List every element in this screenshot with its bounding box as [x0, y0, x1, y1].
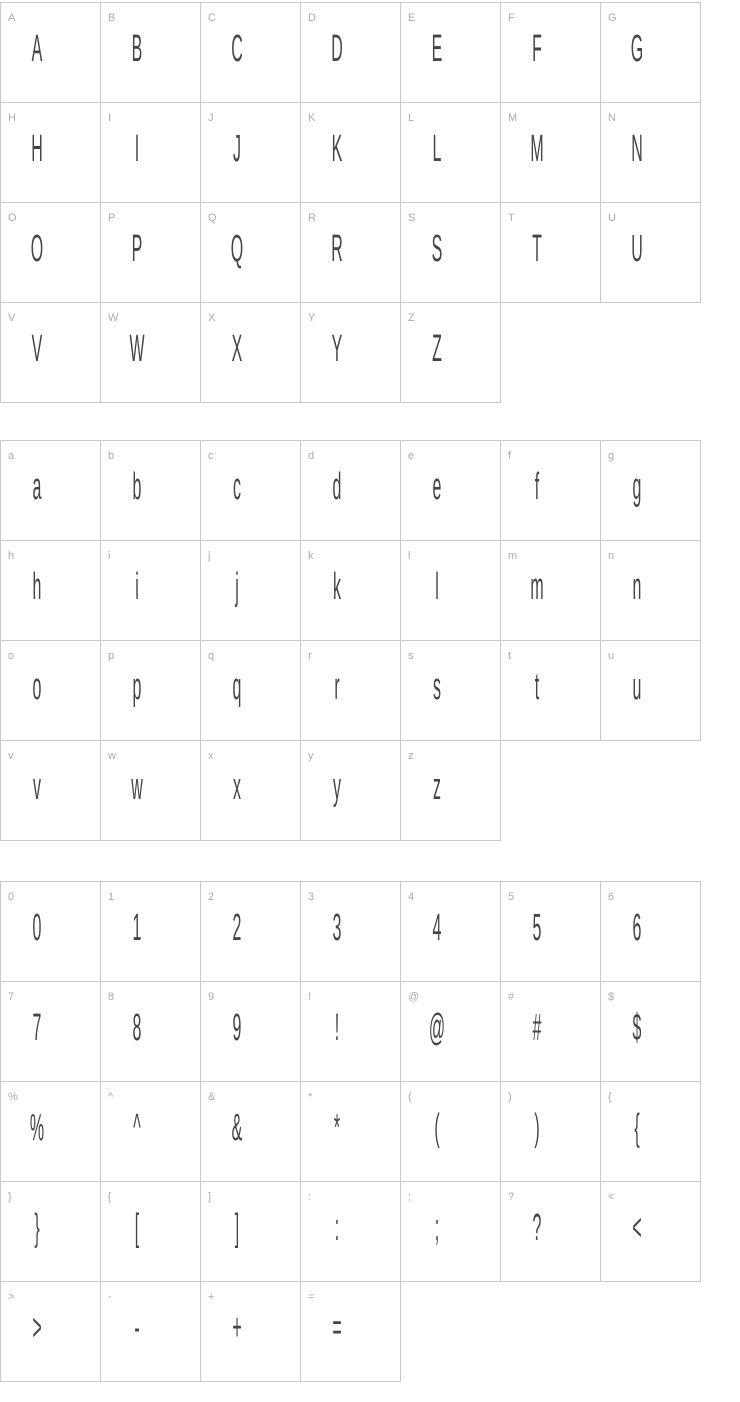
glyph-label: =	[308, 1291, 315, 1303]
glyph-label: 9	[208, 991, 215, 1003]
glyph-cell	[101, 641, 200, 740]
glyph-label: }	[8, 1191, 13, 1203]
glyph-preview: v	[33, 765, 41, 808]
glyph-label: M	[508, 112, 518, 124]
glyph-label: [	[108, 1191, 112, 1203]
glyph-cell	[1, 303, 100, 402]
glyph-label: >	[8, 1291, 15, 1303]
glyph-label: V	[8, 312, 16, 324]
glyph-label: B	[108, 12, 116, 24]
glyph-label: f	[508, 450, 512, 462]
glyph-label: W	[108, 312, 119, 324]
glyph-label: -	[108, 1291, 113, 1303]
glyph-cell	[1, 641, 100, 740]
glyph-preview: L	[432, 127, 442, 170]
glyph-label: O	[8, 212, 18, 224]
glyph-block-lowercase	[0, 440, 701, 841]
glyph-preview: {	[634, 1106, 640, 1149]
glyph-label: d	[308, 450, 315, 462]
glyph-cell	[501, 103, 600, 202]
glyph-cell	[101, 882, 200, 981]
glyph-cell	[101, 103, 200, 202]
glyph-label: R	[308, 212, 317, 224]
glyph-preview: X	[231, 327, 243, 370]
glyph-preview: M	[530, 127, 544, 170]
glyph-preview: I	[134, 127, 140, 170]
glyph-label: 0	[8, 891, 15, 903]
glyph-row	[0, 1181, 701, 1282]
glyph-label: Q	[208, 212, 218, 224]
glyph-label: %	[8, 1091, 19, 1103]
glyph-label: D	[308, 12, 317, 24]
glyph-cell	[1, 541, 100, 640]
glyph-label: &	[208, 1091, 216, 1103]
glyph-label: Z	[408, 312, 416, 324]
glyph-label: q	[208, 650, 215, 662]
glyph-preview: k	[333, 565, 341, 608]
glyph-label: l	[408, 550, 411, 562]
glyph-preview: u	[632, 665, 642, 708]
glyph-preview: P	[131, 227, 143, 270]
glyph-preview: a	[32, 465, 42, 508]
glyph-label: r	[308, 650, 313, 662]
glyph-cell	[601, 203, 700, 302]
glyph-label: t	[508, 650, 512, 662]
glyph-cell	[1, 203, 100, 302]
glyph-cell	[601, 982, 700, 1081]
glyph-cell	[201, 1282, 300, 1381]
glyph-label: !	[308, 991, 312, 1003]
glyph-preview: Y	[331, 327, 343, 370]
glyph-cell	[501, 641, 600, 740]
glyph-preview: #	[532, 1006, 542, 1049]
glyph-label: ;	[408, 1191, 412, 1203]
glyph-cell	[301, 741, 400, 840]
glyph-preview: Z	[432, 327, 442, 370]
glyph-label: g	[608, 450, 615, 462]
glyph-cell	[601, 441, 700, 540]
glyph-cell	[301, 3, 400, 102]
glyph-preview: ^	[133, 1106, 141, 1149]
glyph-cell	[301, 1082, 400, 1181]
glyph-cell	[601, 103, 700, 202]
glyph-preview: 6	[632, 906, 642, 949]
glyph-label: :	[308, 1191, 312, 1203]
glyph-preview: 8	[132, 1006, 142, 1049]
glyph-label: 6	[608, 891, 615, 903]
glyph-preview: 4	[432, 906, 442, 949]
glyph-preview: p	[132, 665, 142, 708]
glyph-cell	[401, 641, 500, 740]
glyph-preview: b	[132, 465, 142, 508]
glyph-label: o	[8, 650, 15, 662]
glyph-cell	[101, 3, 200, 102]
glyph-preview: o	[32, 665, 42, 708]
glyph-label: i	[108, 550, 111, 562]
glyph-cell	[301, 303, 400, 402]
glyph-label: y	[308, 750, 314, 762]
glyph-label: +	[208, 1291, 215, 1303]
glyph-label: s	[408, 650, 414, 662]
glyph-preview: (	[434, 1106, 440, 1149]
glyph-label: E	[408, 12, 416, 24]
glyph-cell	[201, 982, 300, 1081]
glyph-label: ]	[208, 1191, 212, 1203]
glyph-preview: n	[632, 565, 642, 608]
glyph-label: A	[8, 12, 16, 24]
glyph-label: k	[308, 550, 314, 562]
glyph-preview: D	[331, 27, 343, 70]
glyph-preview: x	[233, 765, 241, 808]
glyph-cell	[401, 441, 500, 540]
glyph-row	[0, 540, 701, 641]
glyph-cell	[301, 541, 400, 640]
glyph-cell	[501, 982, 600, 1081]
glyph-cell	[501, 203, 600, 302]
glyph-preview: [	[134, 1206, 140, 1249]
glyph-preview: >	[32, 1306, 42, 1349]
glyph-row	[0, 981, 701, 1082]
glyph-preview: H	[31, 127, 43, 170]
glyph-label: (	[408, 1091, 413, 1103]
glyph-cell	[201, 541, 300, 640]
glyph-cell	[401, 103, 500, 202]
glyph-label: U	[608, 212, 617, 224]
glyph-preview: c	[233, 465, 241, 508]
glyph-preview: j	[235, 565, 239, 608]
glyph-preview: N	[631, 127, 643, 170]
glyph-preview: s	[433, 665, 441, 708]
glyph-label: p	[108, 650, 115, 662]
glyph-cell	[101, 741, 200, 840]
glyph-preview: $	[632, 1006, 642, 1049]
glyph-cell	[401, 303, 500, 402]
glyph-label: {	[608, 1091, 613, 1103]
glyph-cell	[401, 1082, 500, 1181]
glyph-label: T	[508, 212, 516, 224]
glyph-preview: T	[532, 227, 542, 270]
glyph-label: H	[8, 112, 17, 124]
glyph-preview: R	[331, 227, 343, 270]
glyph-label: C	[208, 12, 217, 24]
glyph-label: 8	[108, 991, 115, 1003]
glyph-preview: G	[630, 27, 644, 70]
glyph-label: P	[108, 212, 116, 224]
glyph-cell	[201, 882, 300, 981]
glyph-cell	[101, 1182, 200, 1281]
glyph-label: #	[508, 991, 515, 1003]
glyph-preview: U	[631, 227, 643, 270]
glyph-cell	[1, 882, 100, 981]
glyph-preview: %	[29, 1106, 45, 1149]
glyph-label: 3	[308, 891, 315, 903]
glyph-block-uppercase	[0, 2, 701, 403]
glyph-preview: 0	[32, 906, 42, 949]
glyph-cell	[201, 303, 300, 402]
glyph-preview: A	[31, 27, 43, 70]
glyph-preview: )	[534, 1106, 540, 1149]
glyph-cell	[301, 1282, 400, 1381]
glyph-cell	[101, 1282, 200, 1381]
glyph-label: x	[208, 750, 214, 762]
glyph-cell	[401, 1182, 500, 1281]
glyph-preview: 1	[132, 906, 142, 949]
glyph-row	[0, 1081, 701, 1182]
glyph-preview: 2	[232, 906, 242, 949]
glyph-cell	[201, 1182, 300, 1281]
glyph-label: X	[208, 312, 216, 324]
glyph-label: $	[608, 991, 615, 1003]
glyph-cell	[501, 441, 600, 540]
glyph-preview: !	[334, 1006, 340, 1049]
glyph-label: u	[608, 650, 615, 662]
glyph-cell	[501, 882, 600, 981]
glyph-cell	[601, 641, 700, 740]
glyph-label: z	[408, 750, 414, 762]
glyph-cell	[1, 741, 100, 840]
glyph-label: ^	[108, 1091, 114, 1103]
glyph-label: N	[608, 112, 617, 124]
glyph-preview: ]	[234, 1206, 240, 1249]
glyph-cell	[101, 541, 200, 640]
glyph-cell	[201, 203, 300, 302]
glyph-label: @	[408, 991, 420, 1003]
glyph-preview: Q	[230, 227, 244, 270]
glyph-preview: C	[231, 27, 243, 70]
glyph-preview: d	[332, 465, 342, 508]
glyph-cell	[301, 103, 400, 202]
glyph-cell	[201, 641, 300, 740]
glyph-label: S	[408, 212, 416, 224]
glyph-cell	[201, 1082, 300, 1181]
glyph-cell	[201, 3, 300, 102]
glyph-label: ?	[508, 1191, 515, 1203]
glyph-preview: 7	[32, 1006, 42, 1049]
glyph-cell	[1, 441, 100, 540]
glyph-preview: m	[530, 565, 544, 608]
glyph-cell	[301, 203, 400, 302]
glyph-preview: 5	[532, 906, 542, 949]
glyph-preview: B	[131, 27, 143, 70]
glyph-label: )	[508, 1091, 513, 1103]
glyph-preview: W	[129, 327, 145, 370]
glyph-label: K	[308, 112, 316, 124]
glyph-label: 4	[408, 891, 415, 903]
glyph-cell	[201, 441, 300, 540]
glyph-preview: z	[433, 765, 441, 808]
glyph-label: 7	[8, 991, 15, 1003]
glyph-blocks	[0, 2, 701, 1382]
glyph-preview: O	[30, 227, 44, 270]
glyph-preview: <	[632, 1206, 642, 1249]
glyph-preview: *	[333, 1106, 341, 1149]
glyph-preview: &	[231, 1106, 243, 1149]
glyph-preview: S	[431, 227, 443, 270]
glyph-label: L	[408, 112, 415, 124]
glyph-cell	[601, 3, 700, 102]
glyph-preview: 9	[232, 1006, 242, 1049]
glyph-preview: t	[534, 665, 540, 708]
glyph-label: n	[608, 550, 615, 562]
glyph-preview: :	[334, 1206, 340, 1249]
glyph-row	[0, 202, 701, 303]
glyph-preview: e	[432, 465, 442, 508]
glyph-cell	[601, 541, 700, 640]
glyph-cell	[101, 203, 200, 302]
glyph-label: b	[108, 450, 115, 462]
glyph-row	[0, 740, 501, 841]
glyph-label: v	[8, 750, 14, 762]
glyph-cell	[201, 741, 300, 840]
glyph-cell	[501, 541, 600, 640]
glyph-preview: +	[232, 1306, 242, 1349]
glyph-cell	[301, 641, 400, 740]
glyph-label: 5	[508, 891, 515, 903]
glyph-preview: E	[431, 27, 443, 70]
glyph-preview: F	[532, 27, 542, 70]
glyph-preview: l	[435, 565, 439, 608]
glyph-preview: @	[428, 1006, 446, 1049]
glyph-label: F	[508, 12, 516, 24]
glyph-preview: q	[232, 665, 242, 708]
glyph-cell	[301, 1182, 400, 1281]
glyph-cell	[601, 1082, 700, 1181]
glyph-label: 1	[108, 891, 115, 903]
glyph-block-digits-symbols	[0, 881, 701, 1382]
glyph-cell	[501, 3, 600, 102]
glyph-label: w	[108, 750, 117, 762]
glyph-label: j	[208, 550, 211, 562]
glyph-cell	[1, 1182, 100, 1281]
glyph-label: h	[8, 550, 15, 562]
glyph-row	[0, 881, 701, 982]
glyph-cell	[1, 1282, 100, 1381]
glyph-cell	[301, 982, 400, 1081]
glyph-cell	[101, 1082, 200, 1181]
glyph-label: *	[308, 1091, 313, 1103]
glyph-cell	[101, 441, 200, 540]
glyph-cell	[1, 1082, 100, 1181]
glyph-cell	[1, 982, 100, 1081]
glyph-row	[0, 1281, 401, 1382]
glyph-cell	[301, 882, 400, 981]
glyph-preview: g	[632, 465, 642, 508]
glyph-label: G	[608, 12, 618, 24]
glyph-preview: f	[534, 465, 540, 508]
glyph-preview: ;	[434, 1206, 440, 1249]
glyph-cell	[401, 882, 500, 981]
glyph-label: a	[8, 450, 15, 462]
glyph-preview: r	[334, 665, 340, 708]
glyph-row	[0, 102, 701, 203]
glyph-cell	[401, 982, 500, 1081]
glyph-row	[0, 2, 701, 103]
glyph-row	[0, 440, 701, 541]
glyph-preview: i	[135, 565, 139, 608]
glyph-cell	[501, 1182, 600, 1281]
glyph-cell	[501, 1082, 600, 1181]
glyph-cell	[401, 541, 500, 640]
glyph-preview: y	[333, 765, 341, 808]
glyph-preview: h	[32, 565, 42, 608]
glyph-preview: ?	[532, 1206, 542, 1249]
glyph-cell	[401, 203, 500, 302]
glyph-preview: K	[331, 127, 343, 170]
glyph-cell	[101, 303, 200, 402]
glyph-label: Y	[308, 312, 316, 324]
glyph-label: m	[508, 550, 518, 562]
glyph-cell	[401, 3, 500, 102]
character-map-page	[0, 2, 740, 1382]
glyph-preview: =	[332, 1306, 342, 1349]
glyph-cell	[601, 1182, 700, 1281]
glyph-label: c	[208, 450, 214, 462]
glyph-preview: -	[134, 1306, 140, 1349]
glyph-row	[0, 640, 701, 741]
glyph-cell	[301, 441, 400, 540]
glyph-label: <	[608, 1191, 615, 1203]
glyph-cell	[601, 882, 700, 981]
glyph-preview: V	[31, 327, 43, 370]
glyph-cell	[401, 741, 500, 840]
glyph-label: I	[108, 112, 112, 124]
glyph-preview: }	[34, 1206, 40, 1249]
glyph-preview: 3	[332, 906, 342, 949]
glyph-preview: w	[131, 765, 143, 808]
glyph-label: 2	[208, 891, 215, 903]
glyph-row	[0, 302, 501, 403]
glyph-cell	[101, 982, 200, 1081]
glyph-label: J	[208, 112, 214, 124]
glyph-cell	[201, 103, 300, 202]
glyph-preview: J	[233, 127, 241, 170]
glyph-label: e	[408, 450, 415, 462]
glyph-cell	[1, 103, 100, 202]
glyph-cell	[1, 3, 100, 102]
